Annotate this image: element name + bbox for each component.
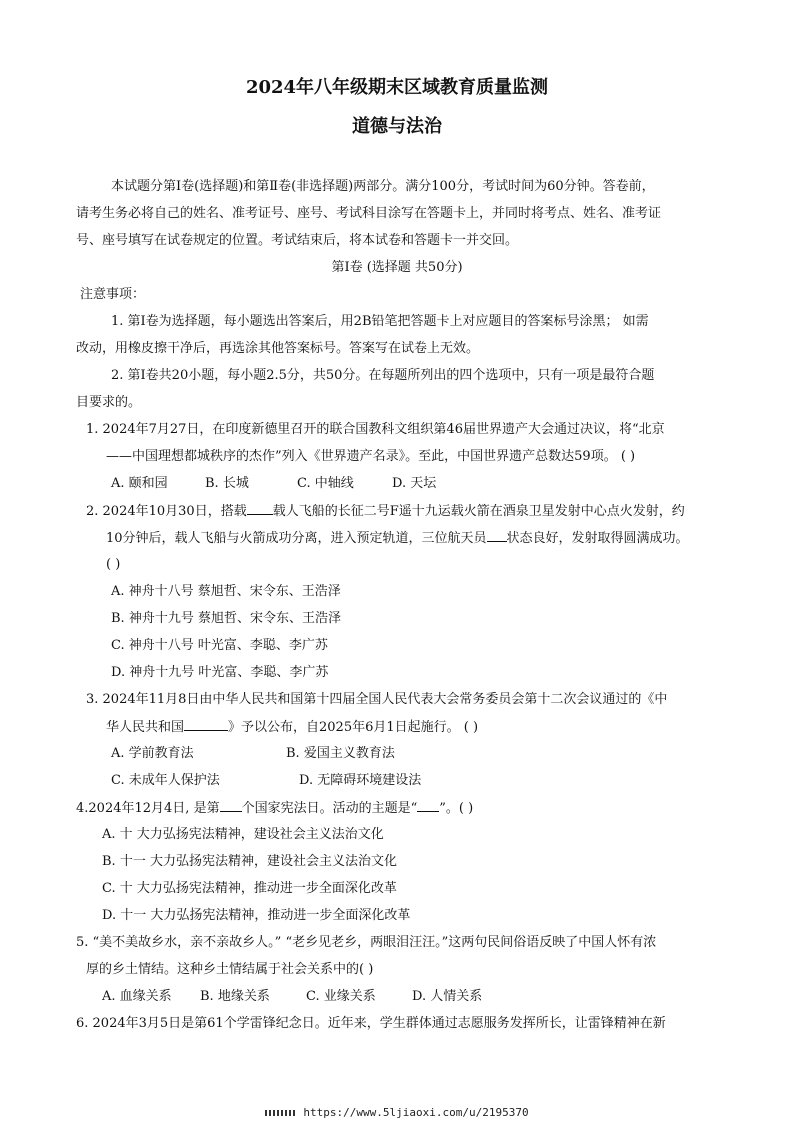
- section-title: 第Ⅰ卷 (选择题 共50分): [331, 260, 463, 275]
- q1-option-a: A. 颐和园: [111, 476, 168, 491]
- intro-line-2: 请考生务必将自己的姓名、准考证号、座号、考试科目涂写在答题卡上，并同时将考点、姓名、准考证: [76, 206, 662, 221]
- q2-option-a: A. 神舟十八号 蔡旭哲、宋令东、王浩泽: [111, 584, 341, 599]
- q4-option-c: C. 十 大力弘扬宪法精神，推动进一步全面深化改革: [102, 881, 397, 896]
- subject-title: 道德与法治: [352, 116, 442, 137]
- q2-answer-bracket: ( ): [106, 557, 121, 572]
- q2-stem-line-2: [106, 529, 689, 548]
- q4-option-d: D. 十一 大力弘扬宪法精神，推动进一步全面深化改革: [102, 908, 411, 923]
- intro-line-3: 号、座号填写在试卷规定的位置。考试结束后，将本试卷和答题卡一并交回。: [76, 233, 519, 248]
- q2-option-c: C. 神舟十八号 叶光富、李聪、李广苏: [111, 638, 328, 653]
- q2-blank-1: [247, 502, 273, 515]
- q4-stem-line-1: [76, 799, 473, 818]
- q2-option-b: B. 神舟十九号 蔡旭哲、宋令东、王浩泽: [111, 611, 341, 626]
- q6-stem-line-1: 6. 2024年3月5日是第61个学雷锋纪念日。近年来，学生群体通过志愿服务发挥所长，让雷锋精神在新: [76, 1016, 666, 1031]
- q3-option-c: C. 未成年人保护法: [111, 773, 220, 788]
- watermark-logo-icon: [265, 1110, 297, 1116]
- q3-option-b: B. 爱国主义教育法: [286, 746, 395, 761]
- q5-stem-line-1: 5. “美不美故乡水，亲不亲故乡人。” “老乡见老乡，两眼泪汪汪。”这两句民间俗语反映了中国人怀有浓: [76, 935, 657, 950]
- note-2-line-2: 目要求的。: [76, 395, 142, 410]
- q2-stem-line-1: [86, 502, 685, 521]
- q3-blank: [184, 718, 228, 731]
- q2-stem-line-1-part-2: 载人飞船的长征二号F遥十九运载火箭在酒泉卫星发射中心点火发射，约: [272, 504, 685, 519]
- q4-option-b: B. 十一 大力弘扬宪法精神，建设社会主义法治文化: [102, 854, 397, 869]
- note-2-line-1: 2. 第Ⅰ卷共20小题，每小题2.5分，共50分。在每题所列出的四个选项中，只有一项是最符合题: [111, 368, 655, 383]
- q3-stem-line-1: 3. 2024年11月8日由中华人民共和国第十四届全国人民代表大会常务委员会第十二次会议通过的《中: [86, 692, 668, 707]
- q3-stem-line-2-part-1: 华人民共和国: [106, 720, 185, 735]
- footer-url[interactable]: https://www.5ljiaoxi.com/u/2195370: [303, 1106, 529, 1119]
- q1-stem-line-1: 1. 2024年7月27日，在印度新德里召开的联合国教科文组织第46届世界遗产大会通过决议，将“北京: [86, 422, 665, 437]
- q1-option-d: D. 天坛: [392, 476, 437, 491]
- q5-option-b: B. 地缘关系: [200, 989, 270, 1004]
- q3-option-a: A. 学前教育法: [111, 746, 194, 761]
- q1-stem-line-2: ——中国理想都城秩序的杰作”列入《世界遗产名录》。至此，中国世界遗产总数达59项。 ( ): [106, 449, 636, 464]
- q4-option-a: A. 十 大力弘扬宪法精神，建设社会主义法治文化: [102, 827, 384, 842]
- q5-option-c: C. 业缘关系: [306, 989, 376, 1004]
- q4-blank-2: [417, 799, 439, 812]
- q2-stem-line-1-part-1: 2. 2024年10月30日，搭载: [86, 504, 247, 519]
- note-1-line-2: 改动，用橡皮擦干净后，再选涂其他答案标号。答案写在试卷上无效。: [76, 341, 480, 356]
- q3-stem-line-2: [106, 718, 478, 737]
- q4-stem-part-2: 个国家宪法日。活动的主题是“: [241, 801, 418, 816]
- q2-option-d: D. 神舟十九号 叶光富、李聪、李广苏: [111, 665, 329, 680]
- note-1-line-1: 1. 第Ⅰ卷为选择题，每小题选出答案后，用2B铅笔把答题卡上对应题目的答案标号涂黑； 如需: [111, 314, 649, 329]
- q4-stem-part-1: 4.2024年12月4日, 是第: [76, 801, 220, 816]
- q2-stem-line-2-part-2: 状态良好，发射取得圆满成功。: [506, 531, 689, 546]
- notes-label: 注意事项：: [80, 287, 146, 302]
- exam-title: 2024年八年级期末区域教育质量监测: [245, 77, 549, 98]
- page-footer: [0, 1106, 794, 1119]
- q4-blank-1: [220, 799, 242, 812]
- q2-blank-2: [487, 529, 507, 542]
- q2-stem-line-2-part-1: 10分钟后，载人飞船与火箭成功分离，进入预定轨道，三位航天员: [106, 531, 487, 546]
- intro-line-1: 本试题分第Ⅰ卷(选择题)和第Ⅱ卷(非选择题)两部分。满分100分，考试时间为60分钟。答卷前，: [111, 179, 655, 194]
- q1-option-b: B. 长城: [205, 476, 249, 491]
- q5-option-a: A. 血缘关系: [102, 989, 172, 1004]
- q1-option-c: C. 中轴线: [297, 476, 354, 491]
- q3-option-d: D. 无障碍环境建设法: [299, 773, 422, 788]
- q5-stem-line-2: 厚的乡土情结。这种乡土情结属于社会关系中的( ): [86, 962, 374, 977]
- q3-stem-line-2-part-2: 》予以公布，自2025年6月1日起施行。 ( ): [228, 720, 479, 735]
- q5-option-d: D. 人情关系: [412, 989, 483, 1004]
- q4-stem-part-3: ”。( ): [439, 801, 474, 816]
